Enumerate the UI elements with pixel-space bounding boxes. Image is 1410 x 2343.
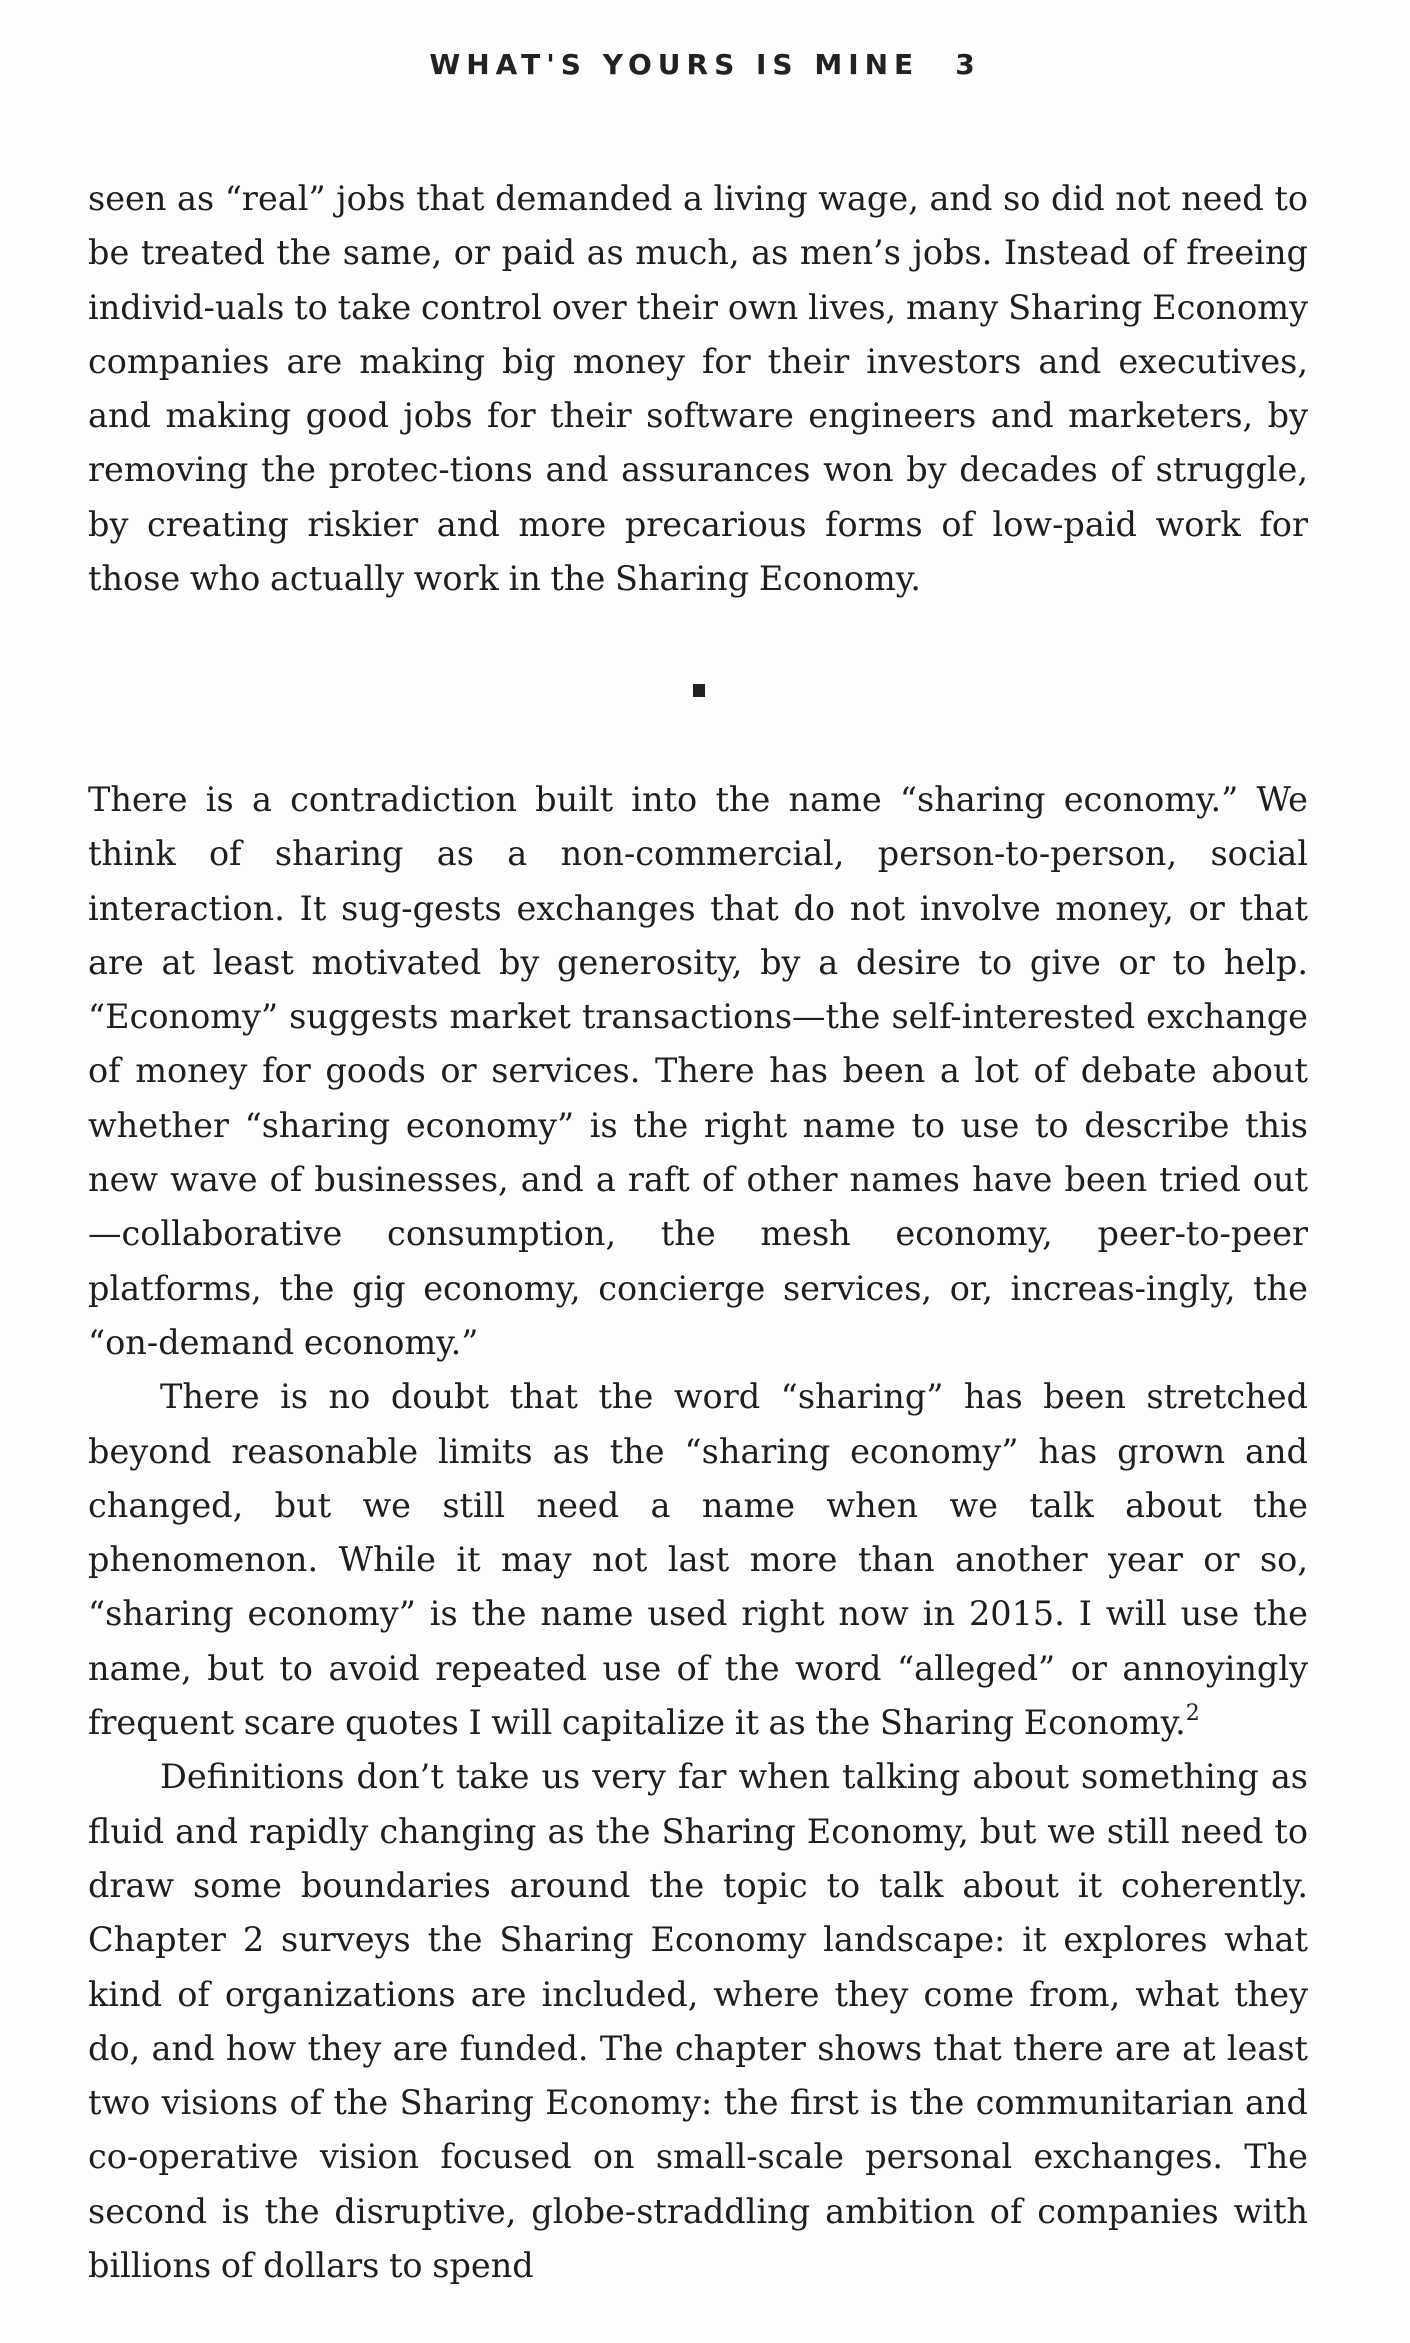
page-header: [0, 48, 1410, 81]
page-number: 3: [955, 48, 981, 81]
text-block-continued: [88, 172, 1308, 606]
running-title: WHAT'S YOURS IS MINE: [429, 48, 920, 81]
paragraph-sharing-contradiction: There is a contradiction built into the name “sharing economy.” We think of sharing as a non-commercial, person-to-person, social interaction. It sug-gests exchanges that do not involve money, or that are at least motivated by generosity, by a desire to give or to help. “Economy” suggests market transactions—the self-interested exchange of money for goods or services. There has been a lot of debate about whether “sharing economy” is the right name to use to describe this new wave of businesses, and a raft of other names have been tried out—collaborative consumption, the mesh economy, peer-to-peer platforms, the gig economy, concierge services, or, increas-ingly, the “on-demand economy.”: [88, 780, 1308, 1362]
footnote-marker: 2: [1185, 1701, 1200, 1727]
paragraph-definitions: Definitions don’t take us very far when talking about something as fluid and rapidly changing as the Sharing Economy, but we still need to draw some boundaries around the topic to talk about it coherently. Chapter 2 surveys the Sharing Economy landscape: it explores what kind of organizations are included, where they come from, what they do, and how they are funded. The chapter shows that there are at least two visions of the Sharing Economy: the first is the communitarian and co-operative vision focused on small-scale personal exchanges. The second is the disruptive, globe-straddling ambition of companies with billions of dollars to spend: [88, 1757, 1308, 2286]
paragraph-continued: seen as “real” jobs that demanded a living wage, and so did not need to be treated the same, or paid as much, as men’s jobs. Instead of freeing individ-uals to take control over their own lives, many Sharing Economy companies are making big money for their investors and executives, and making good jobs for their software engineers and marketers, by removing the protec-tions and assurances won by decades of struggle, by creating riskier and more precarious forms of low-paid work for those who actually work in the Sharing Economy.: [88, 179, 1308, 599]
section-break-ornament: [693, 684, 705, 697]
text-block-section: [88, 773, 1308, 2293]
paragraph-name-usage-text: There is no doubt that the word “sharing” has been stretched beyond reasonable limits as the “sharing economy” has grown and changed, but we still need a name when we talk about the phenomenon. While it may not last more than another year or so, “sharing economy” is the name used right now in 2015. I will use the name, but to avoid repeated use of the word “alleged” or annoyingly frequent scare quotes I will capitalize it as the Sharing Economy.: [88, 1377, 1308, 1743]
paragraph-name-usage: [88, 1370, 1308, 1750]
